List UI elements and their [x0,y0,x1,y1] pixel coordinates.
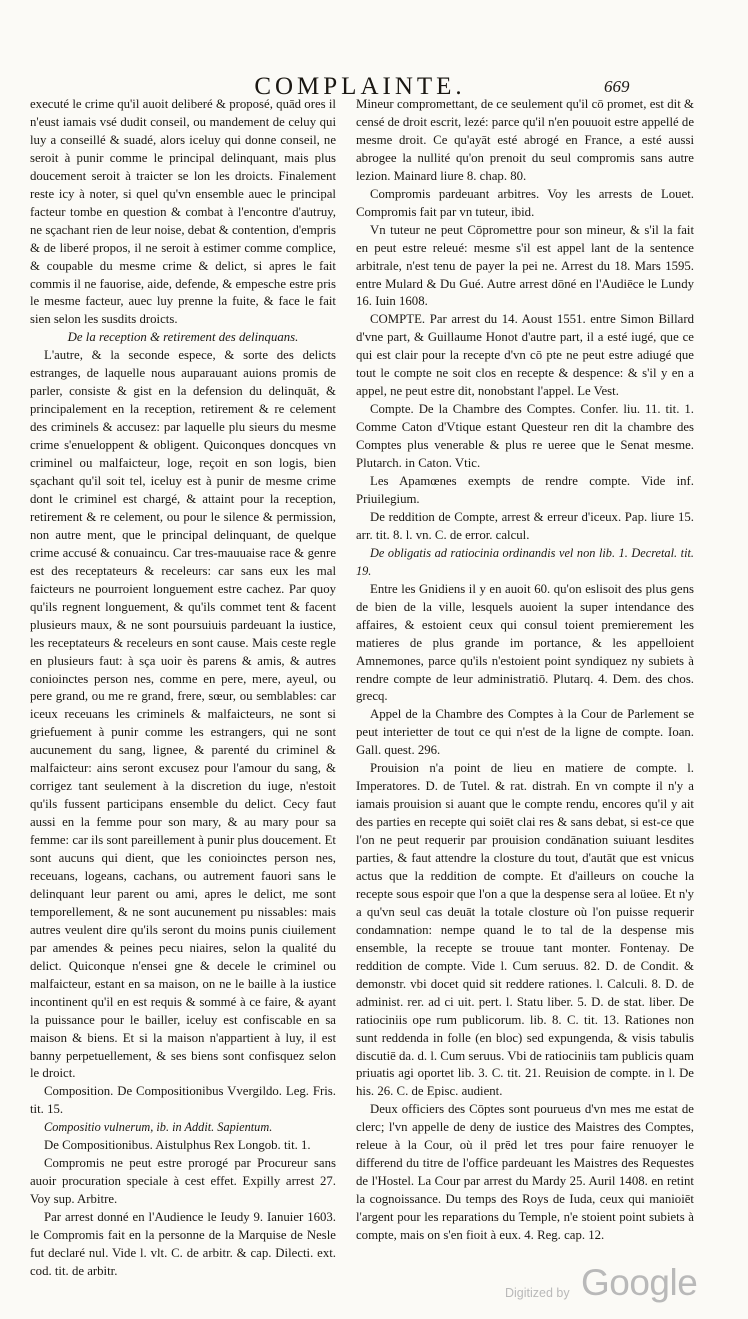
text-paragraph: Mineur compromettant, de ce seulement qu'il cō promet, est dit & censé de droit escrit, lezé: parce qu'il n'en pouuoit estre appellé de mesme droit. Ce qu'ayāt esté abrogé en France, a esté aussi abrogee la nullité qu'on prenoit du seul compromis sans autre lezion. Mainard liure 8. chap. 80. [356,97,694,183]
right-column [356,96,694,1243]
text-paragraph: Deux officiers des Cōptes sont pourueus d'vn mes me estat de clerc; l'vn appelle de deny de iustice des Maistres des Comptes, releue à la Cour, où il prēd let tres pour faire renuoyer le differend du titre de l'office pardeuant les Maistres des Requestes de l'Hostel. La Cour par arrest du Mardy 25. Auril 1408. en retint la cognoissance. Du temps des Roys de Iuda, ceux qui manioiēt l'argent pour les reparations du Temple, n'e stoient point subiets à compte, mais on s'en fioit à eux. 4. Reg. cap. 12. [356,1102,694,1243]
text-paragraph: executé le crime qu'il auoit deliberé & proposé, quād ores il n'eust iamais vsé dudit conseil, ou mandement de celuy qui luy a conseillé & suadé, alors iceluy qui donne conseil, ne seroit à punir comme le principal delinquant, mais plus doucement seroit à traicter se lon les droicts. Finalement reste icy à noter, si quel qu'vn ensemble auec le principal facteur tombe en question & combat à l'encontre d'autruy, ne sçachant rien de leur noise, debat & contention, d'empris & de liberé propos, il ne seroit à estimer comme complice, & coupable du mesme crime & delict, si apres le fait commis il ne fauorise, aide, defende, & empesche estre pris le mesme facteur, auec luy prenne la fuite, & face le fait sien selon les susdits droicts. [30,97,336,327]
text-paragraph: Compte. De la Chambre des Comptes. Confer. liu. 11. tit. 1. Comme Caton d'Vtique estant Questeur ren dit la chambre des Comptes plus venerable & plus re ueree que le Senat mesme. Plutarch. in Caton. Vtic. [356,402,694,471]
text-paragraph: Les Apamœnes exempts de rendre compte. Vide inf. Priuilegium. [356,474,694,506]
text-paragraph: Appel de la Chambre des Comptes à la Cour de Parlement se peut interietter de tout ce qui n'est de la ligne de compte. Ioan. Gall. quest. 296. [356,707,694,758]
digitization-watermark [505,1262,725,1312]
section-heading: De la reception & retirement des delinquans. [67,330,299,345]
citation-note: De obligatis ad ratiocinia ordinandis vel non lib. 1. Decretal. tit. 19. [356,545,694,578]
text-paragraph: Vn tuteur ne peut Cōpromettre pour son mineur, & s'il la fait en peut estre releué: mesme s'il est appel lant de la sentence arbitrale, n'est tenu de payer la pei ne. Arrest du 18. Mars 1595. entre Mulard & Du Gué. Autre arrest dōné en l'Audiēce le Lundy 16. Iuin 1608. [356,222,694,309]
text-paragraph: De Compositionibus. Aistulphus Rex Longob. tit. 1. [44,1138,311,1153]
text-paragraph: Compromis ne peut estre prorogé par Procureur sans auoir procuration speciale à cest effet. Expilly arrest 27. Voy sup. Arbitre. [30,1156,336,1207]
digitized-by-label: Digitized by [505,1286,570,1300]
running-title: COMPLAINTE. [254,73,466,100]
page-number: 669 [604,77,630,96]
left-column [30,96,336,1278]
text-paragraph: Composition. De Compositionibus Vvergildo. Leg. Fris. tit. 15. [30,1084,336,1117]
text-paragraph: Prouision n'a point de lieu en matiere de compte. l. Imperatores. D. de Tutel. & rat. distrah. En vn compte il n'y a iamais prouision si auant que le compte rendu, encores qu'il y ait des parties en recepte qui soiēt clai res & sans debat, si est-ce que l'on ne peut requerir par prouision condānation suiuant lesdites parties, & faut attendre la closture du tout, d'autāt que est vnicus actus que la reddition de compte. Et d'ailleurs on couche la recepte sous espoir que l'on a que la despense sera al loüee. Et n'y a qu'vn seul cas deuāt la totale closture où l'on puisse requerir condamnation: nempe quand le to tal de la despense mis ensemble, la recepte se trouue tant monter. Fontenay. De reddition de compte. Vide l. Cum seruus. 82. D. de Condit. & demonstr. vbi docet quid sit reddere rationes. l. Calculi. 8. D. de administ. rer. ad ci uit. pert. l. Statu liber. 5. D. de stat. liber. De ratiociniis ope rum publicorum. lib. 8. C. tit. 13. Rationes non sunt reddenda in folle (en bloc) sed expungenda, & visis tabulis discutiē da. d. l. Cum seruus. Vbi de ratiociniis tam publicis quam priuatis agi oportet lib. 3. C. tit. 21. Reuision de compte. in l. De his. 26. C. de Episc. audient. [356,761,694,1099]
citation-note: Compositio vulnerum, ib. in Addit. Sapientum. [44,1120,273,1135]
google-logo: Google [581,1262,698,1303]
text-paragraph: De reddition de Compte, arrest & erreur d'iceux. Pap. liure 15. arr. tit. 8. l. vn. C. de error. calcul. [356,509,694,542]
text-paragraph: Par arrest donné en l'Audience le Ieudy 9. Ianuier 1603. le Compromis fait en la personne de la Marquise de Nesle fut declaré nul. Vide l. vlt. C. de arbitr. & cap. Dilecti. ext. cod. tit. de arbitr. [30,1210,336,1278]
text-paragraph: Entre les Gnidiens il y en auoit 60. qu'on eslisoit des plus gens de bien de la ville, lesquels auoient la super intendance des affaires, & estoient ceux qui consul toient premierement les matieres de plus grande im portance, & les appelloient Amnemones, parce qu'ils n'estoient point syndiquez ny subiets à rendre compte de leur administratiō. Plutarq. 4. Dem. des chos. grecq. [356,581,694,704]
text-paragraph: L'autre, & la seconde espece, & sorte des delicts estranges, de laquelle nous auparauant auions promis de parler, consiste & gist en la defension du delinquāt, & principalement en la reception, retirement & re celement des criminels & accusez: par laquelle plu sieurs du mesme crime s'enueloppent & obligent. Quiconques doncques vn criminel ou malfaicteur, loge, reçoit en son logis, bien sçachant qu'il soit tel, iceluy est à punir de mesme crime dont le criminel est chargé, & attaint pour la reception, retirement & re celement, ou pour le silence & permission, non autre ment, que le principal delinquant, de quelque crime accusé & conuaincu. Car tres-mauuaise race & genre est des receptateurs & receleurs: car sans eux les mal faicteurs ne pourroient longuement estre cachez. Par quoy qu'ils regnent longuement, & qu'ils commet tent & facent plusieurs maux, & ne sont poursuiuis pardeuant la iustice, les receptateurs & receleurs en sont cause. Mais ceste regle en plusieurs faut: à sça uoir ès parens & amis, & autres conioinctes person nes, comme en pere, mere, ayeul, ou pere grand, ou me re grand, frere, sœur, ou semblables: car iceux receuans les criminels & malfaicteurs, ne sont si griefuement à punir comme les estrangers, qui ne sont aucunement du sang, lignee, & parenté du criminel & malfaicteur: ains seront excusez pour l'amour du sang, & corrigez tant seulement à la discretion du iuge, n'estoit qu'ils fussent participans ensemble du delict. Cecy faut aussi en la femme pour son mary, & au mary pour sa femme: car ils sont pareillement à punir plus doucement. Et sont aucuns qui dient, que les conioinctes person nes, receuans, logeans, cachans, ou autrement fauori sans le delinquant leur parent ou ami, apres le delict, me sont temporellement, & ne sont aucunement pu nissables: mais autres veulent dire qu'ils seront du moins punis ciuilement par amendes & peines pecu niaires, selon la qualité du delict. Quiconque n'ensei gne & decele le criminel ou malfaicteur, estant en sa maison, on ne le baille à la iustice incontinent qu'il en est requis & sommé à ce faire, & ayant la puissance pour le bailler, iceluy est confiscable en sa maison & biens. Et si la maison n'appartient à luy, il est banny perpetuellement, & ses biens sont confisquez selon le droict. [30,348,336,1081]
text-paragraph: Compromis pardeuant arbitres. Voy les arrests de Louet. Compromis fait par vn tuteur, ibid. [356,186,694,219]
text-paragraph: COMPTE. Par arrest du 14. Aoust 1551. entre Simon Billard d'vne part, & Guillaume Honot d'autre part, il a esté iugé, que ce qui est clair pour la recepte d'vn cō pte ne peut estre adiugé que tout le compte ne soit clos en recepte & despence: & s'il y en a appel, ne peut estre dit, nonobstant l'appel. Le Vest. [356,312,694,399]
